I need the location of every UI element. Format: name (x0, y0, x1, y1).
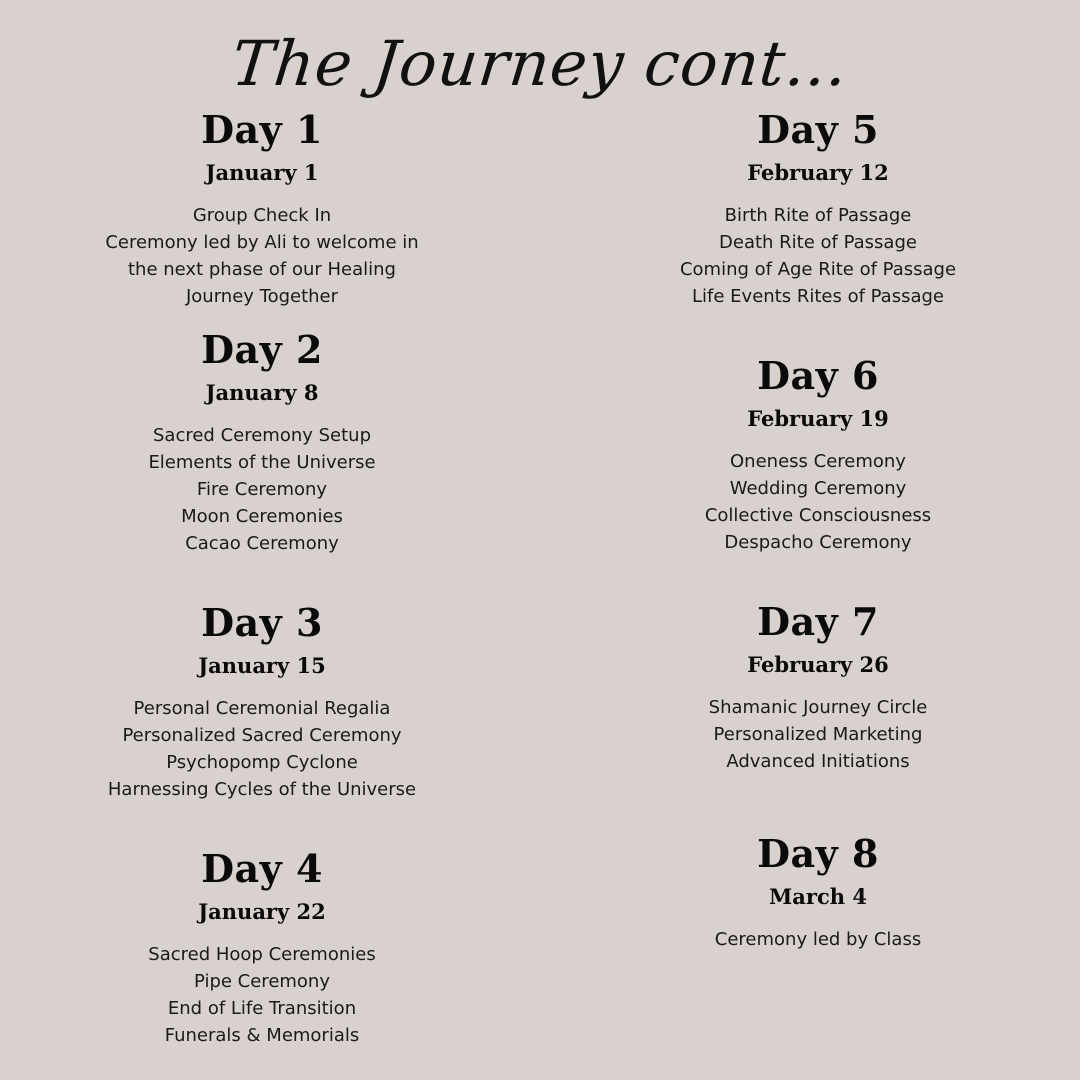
list-item: Advanced Initiations (726, 751, 910, 772)
day-title: Day 5 (757, 107, 879, 152)
day-date: March 4 (769, 884, 867, 909)
list-item: Fire Ceremony (196, 479, 328, 500)
list-item: Death Rite of Passage (719, 232, 917, 253)
list-item: Coming of Age Rite of Passage (679, 259, 957, 280)
day-items (2, 695, 522, 803)
list-item: Wedding Ceremony (729, 478, 907, 499)
day-title: Day 8 (757, 831, 879, 876)
list-item: Sacred Ceremony Setup (152, 425, 372, 446)
list-item: Birth Rite of Passage (724, 205, 912, 226)
day-items (558, 694, 1078, 775)
list-item: Ceremony led by Class (714, 929, 922, 950)
day-items (558, 202, 1078, 310)
list-item: Ceremony led by Ali to welcome in (105, 232, 419, 253)
day-date: January 1 (205, 160, 319, 185)
list-item: Pipe Ceremony (193, 971, 330, 992)
day-title: Day 7 (757, 599, 879, 644)
list-item: the next phase of our Healing (128, 259, 396, 280)
day-1-section (2, 108, 522, 310)
day-title: Day 4 (201, 846, 323, 891)
day-3-section (2, 601, 522, 803)
list-item: Collective Consciousness (704, 505, 932, 526)
day-title: Day 6 (757, 353, 879, 398)
day-title: Day 2 (201, 327, 323, 372)
day-items (558, 926, 1078, 953)
day-2-section (2, 328, 522, 557)
day-date: January 22 (198, 899, 326, 924)
list-item: End of Life Transition (167, 998, 357, 1019)
list-item: Funerals & Memorials (164, 1025, 360, 1046)
day-items (2, 422, 522, 557)
list-item: Group Check In (192, 205, 332, 226)
list-item: Elements of the Universe (148, 452, 376, 473)
day-title: Day 3 (201, 600, 323, 645)
day-8-section (558, 832, 1078, 953)
list-item: Cacao Ceremony (185, 533, 339, 554)
day-date: February 26 (747, 652, 889, 677)
day-7-section (558, 600, 1078, 775)
day-items (2, 202, 522, 310)
day-items (558, 448, 1078, 556)
day-date: February 19 (747, 406, 889, 431)
page-title: The Journey cont... (228, 27, 852, 100)
day-5-section (558, 108, 1078, 310)
list-item: Moon Ceremonies (181, 506, 343, 527)
day-date: January 8 (205, 380, 319, 405)
list-item: Psychopomp Cyclone (166, 752, 358, 773)
list-item: Oneness Ceremony (730, 451, 906, 472)
day-6-section (558, 354, 1078, 556)
list-item: Despacho Ceremony (724, 532, 912, 553)
list-item: Journey Together (185, 286, 339, 307)
day-4-section (2, 847, 522, 1049)
day-items (2, 941, 522, 1049)
list-item: Sacred Hoop Ceremonies (148, 944, 376, 965)
day-title: Day 1 (201, 107, 323, 152)
list-item: Shamanic Journey Circle (708, 697, 928, 718)
list-item: Harnessing Cycles of the Universe (107, 779, 417, 800)
list-item: Life Events Rites of Passage (692, 286, 944, 307)
day-date: January 15 (198, 653, 326, 678)
list-item: Personal Ceremonial Regalia (133, 698, 391, 719)
day-date: February 12 (747, 160, 889, 185)
list-item: Personalized Sacred Ceremony (122, 725, 402, 746)
list-item: Personalized Marketing (713, 724, 923, 745)
